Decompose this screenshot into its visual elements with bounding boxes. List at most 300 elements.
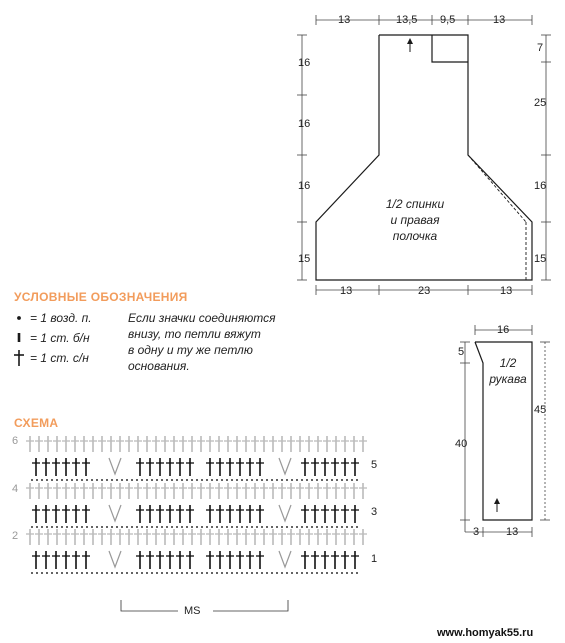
chain-stitch-dot	[291, 572, 293, 574]
chain-stitch-dot	[91, 479, 93, 481]
scheme-row-label-4: 4	[12, 483, 19, 495]
chain-stitch-dot	[311, 572, 313, 574]
body-bottom-dim-1: 13	[340, 285, 353, 297]
scheme-v-stitch	[279, 458, 291, 474]
scheme-double-crochet	[32, 505, 40, 523]
scheme-double-crochet	[331, 458, 339, 476]
chain-stitch-dot	[226, 526, 228, 528]
scheme-double-crochet	[226, 458, 234, 476]
scheme-ghost-stitch	[179, 436, 187, 452]
chain-stitch-dot	[206, 479, 208, 481]
double-crochet-symbol	[14, 350, 24, 366]
chain-stitch-dot	[291, 479, 293, 481]
chain-stitch-dot	[161, 572, 163, 574]
chain-stitch-dot	[261, 572, 263, 574]
scheme-ghost-stitch	[269, 529, 277, 545]
chain-stitch-dot	[241, 526, 243, 528]
scheme-ghost-stitch	[341, 436, 349, 452]
chain-stitch-dot	[356, 479, 358, 481]
scheme-ghost-stitch	[215, 529, 223, 545]
scheme-ghost-stitch	[134, 529, 142, 545]
chain-stitch-dot	[166, 572, 168, 574]
scheme-ghost-stitch	[323, 529, 331, 545]
scheme-ghost-stitch	[341, 529, 349, 545]
scheme-double-crochet	[321, 458, 329, 476]
scheme-double-crochet	[186, 458, 194, 476]
chain-stitch-dot	[36, 526, 38, 528]
scheme-ghost-stitch	[116, 436, 124, 452]
scheme-double-crochet	[351, 505, 359, 523]
scheme-ghost-stitch	[116, 529, 124, 545]
scheme-ghost-stitch	[89, 529, 97, 545]
scheme-double-crochet	[176, 458, 184, 476]
sleeve-label-line-1: 1/2	[499, 356, 517, 370]
chain-stitch-dot	[56, 526, 58, 528]
scheme-ghost-stitch	[98, 483, 106, 499]
chain-stitch-dot	[181, 572, 183, 574]
chain-stitch-dot	[91, 572, 93, 574]
chain-stitch-dot	[316, 572, 318, 574]
chain-stitch-dot	[356, 572, 358, 574]
scheme-ghost-stitch	[314, 436, 322, 452]
chain-stitch-dot	[331, 572, 333, 574]
sleeve-bottom-dim-1: 3	[473, 526, 480, 538]
scheme-row-label-1: 1	[371, 553, 378, 565]
chain-stitch-dot	[236, 526, 238, 528]
scheme-double-crochet	[52, 458, 60, 476]
scheme-ghost-stitch	[107, 436, 115, 452]
chain-stitch-dot	[321, 479, 323, 481]
site-watermark: www.homyak55.ru	[437, 627, 534, 639]
chain-stitch-dot	[131, 526, 133, 528]
sleeve-bottom-dim-2: 13	[506, 526, 519, 538]
chain-stitch-dot	[321, 526, 323, 528]
scheme-ghost-stitch	[305, 436, 313, 452]
chain-stitch-dot	[221, 526, 223, 528]
chain-stitch-dot	[141, 526, 143, 528]
chain-stitch-dot	[256, 479, 258, 481]
chain-stitch-dot	[206, 572, 208, 574]
scheme-double-crochet	[301, 458, 309, 476]
scheme-double-crochet	[311, 458, 319, 476]
chain-stitch-dot	[76, 572, 78, 574]
body-right-dim-1: 7	[537, 42, 544, 54]
scheme-ghost-stitch	[323, 483, 331, 499]
scheme-ghost-stitch	[170, 436, 178, 452]
scheme-double-crochet	[136, 551, 144, 569]
chain-stitch-dot	[316, 479, 318, 481]
scheme-ghost-stitch	[332, 436, 340, 452]
chain-stitch-dot	[311, 479, 313, 481]
chain-stitch-dot	[151, 572, 153, 574]
scheme-ghost-stitch	[53, 436, 61, 452]
scheme-double-crochet	[72, 551, 80, 569]
chain-stitch-dot	[131, 479, 133, 481]
sleeve-label-line-2: рукава	[489, 372, 527, 386]
scheme-double-crochet	[321, 505, 329, 523]
chain-stitch-dot	[211, 572, 213, 574]
scheme-ghost-stitch	[53, 483, 61, 499]
chain-stitch-dot	[61, 572, 63, 574]
chain-stitch-dot	[196, 572, 198, 574]
body-right-dim-3: 16	[534, 180, 547, 192]
scheme-double-crochet	[176, 505, 184, 523]
chain-stitch-dot	[66, 572, 68, 574]
scheme-double-crochet	[341, 458, 349, 476]
scheme-ghost-stitch	[134, 483, 142, 499]
chain-stitch-dot	[221, 479, 223, 481]
scheme-ghost-stitch	[197, 483, 205, 499]
scheme-ghost-stitch	[71, 529, 79, 545]
scheme-ghost-stitch	[125, 529, 133, 545]
scheme-double-crochet	[52, 551, 60, 569]
body-top-dim-4: 13	[493, 14, 506, 26]
chain-stitch-dot	[191, 572, 193, 574]
chain-stitch-dot	[161, 526, 163, 528]
scheme-double-crochet	[246, 458, 254, 476]
chain-stitch-dot	[176, 479, 178, 481]
scheme-double-crochet	[216, 505, 224, 523]
scheme-double-crochet	[176, 551, 184, 569]
chain-stitch-dot	[126, 526, 128, 528]
chain-stitch-dot	[316, 526, 318, 528]
scheme-ghost-stitch	[287, 529, 295, 545]
scheme-title: СХЕМА	[14, 416, 59, 430]
ms-repeat-bracket	[121, 600, 288, 611]
scheme-ghost-stitch	[296, 529, 304, 545]
sleeve-left-top-dim: 5	[458, 346, 465, 358]
chain-stitch-dot	[216, 479, 218, 481]
chain-stitch-dot	[216, 572, 218, 574]
scheme-ghost-stitch	[98, 436, 106, 452]
chain-stitch-dot	[186, 526, 188, 528]
chain-stitch-dot	[236, 479, 238, 481]
body-right-dim-2: 25	[534, 97, 547, 109]
chain-stitch-dot	[51, 526, 53, 528]
body-left-dim-1: 16	[298, 57, 311, 69]
scheme-double-crochet	[246, 505, 254, 523]
chain-stitch-dot	[176, 526, 178, 528]
chain-stitch-dot	[191, 479, 193, 481]
chain-stitch-dot	[201, 479, 203, 481]
scheme-ghost-stitch	[26, 483, 34, 499]
scheme-double-crochet	[351, 458, 359, 476]
chain-stitch-dot	[301, 572, 303, 574]
scheme-ghost-stitch	[323, 436, 331, 452]
legend-note-line-3: в одну и ту же петлю	[128, 343, 253, 357]
body-top-dim-2: 13,5	[396, 14, 418, 26]
body-top-dim-1: 13	[338, 14, 351, 26]
scheme-ghost-stitch	[305, 483, 313, 499]
chain-stitch-dot	[161, 479, 163, 481]
scheme-ghost-stitch	[152, 436, 160, 452]
scheme-ghost-stitch	[44, 483, 52, 499]
scheme-ghost-stitch	[296, 436, 304, 452]
scheme-ghost-stitch	[251, 436, 259, 452]
chain-stitch-dot	[241, 572, 243, 574]
chain-stitch-dot	[36, 479, 38, 481]
chain-stitch-dot	[156, 572, 158, 574]
chain-stitch-dot	[341, 526, 343, 528]
chain-stitch-dot	[61, 479, 63, 481]
chain-stitch-dot	[121, 526, 123, 528]
scheme-ghost-stitch	[161, 529, 169, 545]
legend-note-line-4: основания.	[128, 359, 190, 373]
legend-item-single-crochet: = 1 ст. б/н	[30, 331, 90, 345]
chain-stitch-dot	[351, 479, 353, 481]
scheme-ghost-stitch	[350, 529, 358, 545]
scheme-ghost-stitch	[224, 436, 232, 452]
chain-stitch-dot	[126, 479, 128, 481]
sleeve-right-dim: 45	[534, 404, 547, 416]
chain-stitch-dot	[86, 526, 88, 528]
chain-stitch-dot	[121, 479, 123, 481]
scheme-ghost-stitch	[269, 483, 277, 499]
scheme-double-crochet	[311, 551, 319, 569]
chain-stitch-dot	[246, 572, 248, 574]
scheme-ghost-stitch	[260, 436, 268, 452]
chain-stitch-dot	[96, 526, 98, 528]
body-label-line-2: и правая	[390, 213, 440, 227]
chain-stitch-dot	[326, 526, 328, 528]
scheme-v-stitch	[109, 505, 121, 521]
scheme-double-crochet	[331, 505, 339, 523]
scheme-double-crochet	[186, 505, 194, 523]
chain-stitch-dot	[266, 479, 268, 481]
scheme-ghost-stitch	[62, 483, 70, 499]
scheme-ghost-stitch	[62, 436, 70, 452]
chain-stitch-dot	[246, 526, 248, 528]
scheme-double-crochet	[72, 458, 80, 476]
chain-stitch-dot	[46, 479, 48, 481]
scheme-ghost-stitch	[260, 483, 268, 499]
chain-stitch-dot	[141, 572, 143, 574]
scheme-ghost-stitch	[251, 529, 259, 545]
scheme-ghost-stitch	[359, 529, 367, 545]
chain-stitch-dot	[211, 479, 213, 481]
scheme-double-crochet	[82, 551, 90, 569]
chain-stitch-dot	[136, 526, 138, 528]
chain-stitch-dot	[286, 526, 288, 528]
chain-stitch-dot	[341, 479, 343, 481]
chain-stitch-dot	[146, 572, 148, 574]
scheme-ghost-stitch	[314, 529, 322, 545]
scheme-ghost-stitch	[341, 483, 349, 499]
chain-stitch-dot	[56, 572, 58, 574]
chain-stitch-dot	[306, 479, 308, 481]
chain-stitch-dot	[296, 479, 298, 481]
chain-stitch-dot	[171, 526, 173, 528]
scheme-ghost-stitch	[143, 529, 151, 545]
scheme-ghost-stitch	[359, 436, 367, 452]
scheme-ghost-stitch	[350, 483, 358, 499]
sleeve-top-dim: 16	[497, 324, 510, 336]
chain-stitch-dot	[41, 479, 43, 481]
chain-stitch-dot	[336, 572, 338, 574]
chain-stitch-dot	[71, 479, 73, 481]
chain-stitch-dot	[301, 526, 303, 528]
chain-stitch-dot	[156, 479, 158, 481]
chain-stitch-dot	[336, 526, 338, 528]
scheme-double-crochet	[206, 505, 214, 523]
scheme-ghost-stitch	[260, 529, 268, 545]
scheme-ghost-stitch	[278, 483, 286, 499]
scheme-ghost-stitch	[233, 436, 241, 452]
scheme-ghost-stitch	[197, 436, 205, 452]
body-left-dimension-line	[297, 35, 307, 280]
scheme-double-crochet	[341, 551, 349, 569]
scheme-double-crochet	[256, 551, 264, 569]
chain-stitch-dot	[241, 479, 243, 481]
chain-stitch-dot	[106, 572, 108, 574]
chain-stitch-dot	[276, 572, 278, 574]
chain-stitch-dot	[66, 479, 68, 481]
scheme-double-crochet	[186, 551, 194, 569]
scheme-ghost-stitch	[269, 436, 277, 452]
scheme-ghost-stitch	[116, 483, 124, 499]
chain-stitch-dot	[211, 526, 213, 528]
chain-stitch-dot	[171, 479, 173, 481]
scheme-ghost-stitch	[233, 483, 241, 499]
scheme-row-label-2: 2	[12, 530, 19, 542]
scheme-double-crochet	[146, 505, 154, 523]
scheme-ghost-stitch	[242, 483, 250, 499]
chain-stitch-dot	[331, 526, 333, 528]
chain-stitch-dot	[56, 479, 58, 481]
body-bottom-dim-3: 13	[500, 285, 513, 297]
scheme-ghost-stitch	[152, 529, 160, 545]
scheme-ghost-stitch	[107, 483, 115, 499]
chain-stitch-dot	[306, 526, 308, 528]
chain-stitch-dot	[146, 526, 148, 528]
chain-stitch-dot	[136, 572, 138, 574]
scheme-ghost-stitch	[215, 436, 223, 452]
chain-stitch-dot	[51, 479, 53, 481]
chain-stitch-dot	[46, 572, 48, 574]
scheme-double-crochet	[341, 505, 349, 523]
scheme-ghost-stitch	[188, 436, 196, 452]
chain-stitch-dot	[306, 572, 308, 574]
scheme-double-crochet	[301, 551, 309, 569]
scheme-ghost-stitch	[188, 483, 196, 499]
scheme-ghost-stitch	[242, 436, 250, 452]
scheme-ghost-stitch	[179, 483, 187, 499]
scheme-double-crochet	[246, 551, 254, 569]
chain-stitch-dot	[221, 572, 223, 574]
legend-symbols	[14, 317, 24, 366]
scheme-double-crochet	[216, 458, 224, 476]
chain-stitch-dot	[231, 526, 233, 528]
chain-stitch-dot	[101, 479, 103, 481]
scheme-double-crochet	[216, 551, 224, 569]
chain-stitch-dot	[296, 526, 298, 528]
scheme-double-crochet	[166, 505, 174, 523]
scheme-ghost-stitch	[53, 529, 61, 545]
scheme-double-crochet	[311, 505, 319, 523]
chain-stitch-dot	[261, 479, 263, 481]
scheme-ghost-stitch	[71, 483, 79, 499]
scheme-double-crochet	[206, 551, 214, 569]
chain-stitch-dot	[101, 526, 103, 528]
scheme-double-crochet	[52, 505, 60, 523]
chain-stitch-dot	[236, 572, 238, 574]
chain-stitch-dot	[251, 526, 253, 528]
scheme-double-crochet	[206, 458, 214, 476]
chain-stitch-dot	[96, 572, 98, 574]
legend-note-line-2: внизу, то петли вяжут	[128, 327, 261, 341]
chain-stitch-dot	[156, 526, 158, 528]
scheme-double-crochet	[146, 551, 154, 569]
chain-stitch-dot	[276, 526, 278, 528]
ms-repeat-label: MS	[184, 605, 201, 617]
chain-stitch-dot	[271, 526, 273, 528]
chain-stitch-dot	[346, 526, 348, 528]
scheme-ghost-stitch	[80, 483, 88, 499]
scheme-double-crochet	[82, 505, 90, 523]
chain-stitch-dot	[106, 479, 108, 481]
scheme-ghost-stitch	[287, 436, 295, 452]
scheme-v-stitch	[279, 505, 291, 521]
chain-stitch-dot	[151, 526, 153, 528]
body-top-dim-3: 9,5	[440, 14, 456, 26]
chain-stitch-symbol	[18, 317, 21, 320]
chain-stitch-dot	[351, 572, 353, 574]
chain-stitch-dot	[96, 479, 98, 481]
chain-stitch-dot	[61, 526, 63, 528]
scheme-v-stitch	[109, 551, 121, 567]
chain-stitch-dot	[186, 572, 188, 574]
chain-stitch-dot	[346, 572, 348, 574]
chain-stitch-dot	[116, 572, 118, 574]
chain-stitch-dot	[281, 479, 283, 481]
scheme-double-crochet	[351, 551, 359, 569]
body-bottom-dim-2: 23	[418, 285, 431, 297]
scheme-ghost-stitch	[80, 529, 88, 545]
chain-stitch-dot	[106, 526, 108, 528]
chain-stitch-dot	[346, 479, 348, 481]
scheme-ghost-stitch	[125, 436, 133, 452]
scheme-ghost-stitch	[44, 436, 52, 452]
scheme-double-crochet	[236, 551, 244, 569]
legend-title: УСЛОВНЫЕ ОБОЗНАЧЕНИЯ	[14, 290, 188, 304]
scheme-ghost-stitch	[71, 436, 79, 452]
scheme-ghost-stitch	[125, 483, 133, 499]
scheme-v-stitch	[109, 458, 121, 474]
chain-stitch-dot	[281, 572, 283, 574]
chain-stitch-dot	[251, 572, 253, 574]
scheme-double-crochet	[42, 505, 50, 523]
chain-stitch-dot	[46, 526, 48, 528]
scheme-ghost-stitch	[197, 529, 205, 545]
scheme-ghost-stitch	[332, 483, 340, 499]
scheme-double-crochet	[156, 505, 164, 523]
chain-stitch-dot	[166, 526, 168, 528]
chain-stitch-dot	[31, 479, 33, 481]
scheme-ghost-stitch	[26, 529, 34, 545]
chain-stitch-dot	[71, 526, 73, 528]
scheme-double-crochet	[236, 505, 244, 523]
chain-stitch-dot	[66, 526, 68, 528]
scheme-double-crochet	[72, 505, 80, 523]
chain-stitch-dot	[251, 479, 253, 481]
sleeve-left-dim: 40	[455, 438, 468, 450]
scheme-double-crochet	[42, 458, 50, 476]
chain-stitch-dot	[31, 526, 33, 528]
body-label-line-1: 1/2 спинки	[385, 197, 445, 211]
body-label	[380, 196, 450, 244]
scheme-ghost-stitch	[170, 529, 178, 545]
scheme-double-crochet	[32, 551, 40, 569]
